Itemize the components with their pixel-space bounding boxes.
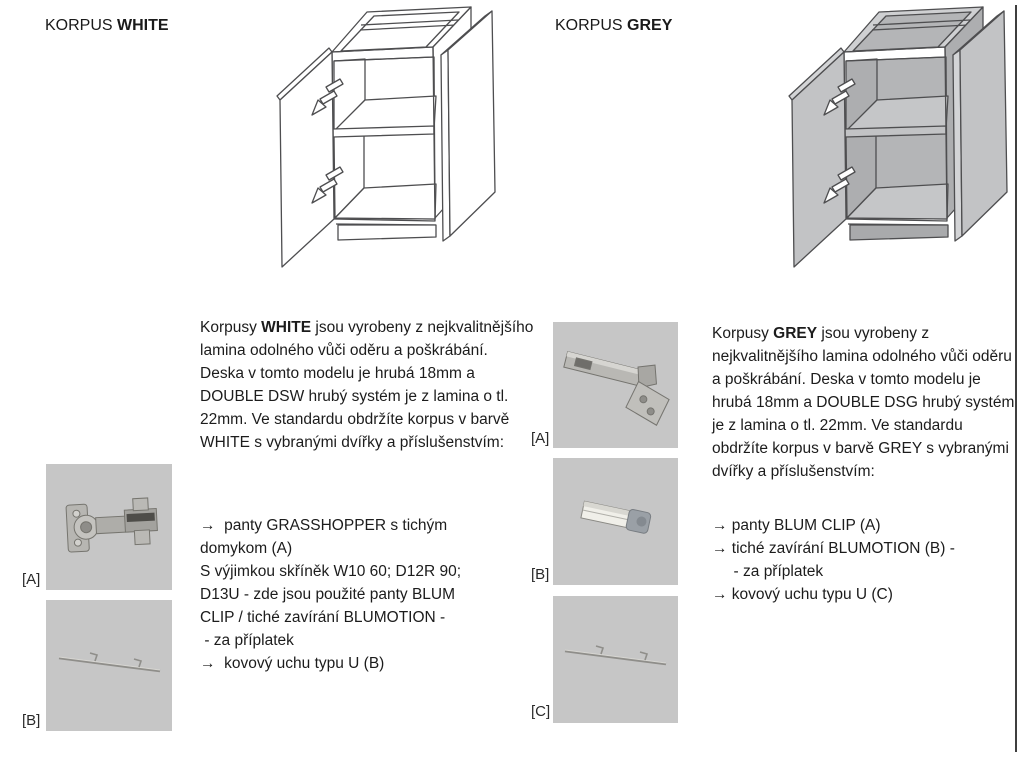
side-panel-face (448, 11, 495, 236)
photo-label-b: [B] (22, 712, 41, 729)
feature-list-grey (712, 514, 1022, 606)
feature-line: S výjimkou skříněk W10 60; D12R 90; (200, 563, 462, 580)
photo-handle-u (553, 596, 678, 723)
photo-label-a: [A] (22, 571, 41, 588)
cabinet-drawing-white (260, 3, 530, 288)
feature-line: - za příplatek (712, 563, 824, 580)
handle-photo-drawing (553, 596, 678, 723)
title-variant: GREY (627, 16, 673, 34)
feature-line: D13U - zde jsou použité panty BLUM (200, 586, 456, 603)
title-prefix: KORPUS (45, 16, 118, 34)
cabinet-drawing-grey (772, 3, 1024, 288)
page-edge-divider (1015, 5, 1017, 752)
photo-label-c: [C] (531, 703, 551, 720)
feature-line: CLIP / tiché zavírání BLUMOTION - (200, 609, 446, 626)
feature-line: domykom (A) (200, 540, 293, 557)
description-grey (712, 322, 1018, 483)
open-door (280, 52, 334, 267)
feature-line: → kovový uchu typu U (B) (200, 655, 385, 672)
para-brand: WHITE (261, 318, 312, 336)
description-white (200, 316, 536, 454)
photo-damper-blumotion (553, 458, 678, 585)
photo-label-b: [B] (531, 566, 550, 583)
hinge-photo-drawing (46, 464, 172, 590)
feature-line: → kovový uchu typu U (C) (712, 586, 893, 603)
feature-line: → panty GRASSHOPPER s tichým (200, 517, 448, 534)
side-panel-face (960, 11, 1007, 236)
para-rest: jsou vyrobeny z nejkvalitnějšího lamina odolného vůči oděru a poškrábání. Deska v tomto modelu je hrubá 18mm a DOUBLE DSG hrubý systém je z lamina o tl. 22mm. Ve standardu obdržíte korpus v barvě GREY s vybranými dvířky a příslušenstvím: (712, 324, 1015, 480)
photo-hinge-grasshopper (46, 464, 172, 590)
photo-hinge-blum-clip (553, 322, 678, 448)
plinth (338, 225, 436, 240)
feature-line: - za příplatek (200, 632, 294, 649)
feature-line: → tiché zavírání BLUMOTION (B) - (712, 540, 955, 557)
damper-photo-drawing (553, 458, 678, 585)
photo-handle-u (46, 600, 172, 731)
title-prefix: KORPUS (555, 16, 628, 34)
feature-list-white (200, 514, 540, 675)
para-brand: GREY (773, 324, 818, 342)
photo-label-a: [A] (531, 430, 550, 447)
feature-line: → panty BLUM CLIP (A) (712, 517, 881, 534)
section-title-grey (555, 17, 672, 35)
hinge-photo-drawing (553, 322, 678, 448)
para-lead: Korpusy (712, 324, 774, 342)
title-variant: WHITE (117, 16, 169, 34)
open-door (792, 52, 846, 267)
section-title-white (45, 17, 169, 35)
para-lead: Korpusy (200, 318, 262, 336)
para-rest: jsou vyrobeny z nejkvalitnějšího lamina odolného vůči oděru a poškrábání. Deska v tomto modelu je hrubá 18mm a DOUBLE DSW hrubý systém je z lamina o tl. 22mm. Ve standardu obdržíte korpus v barvě WHITE s vybranými dvířky a příslušenstvím: (200, 318, 534, 451)
plinth (850, 225, 948, 240)
handle-photo-drawing (46, 600, 172, 731)
